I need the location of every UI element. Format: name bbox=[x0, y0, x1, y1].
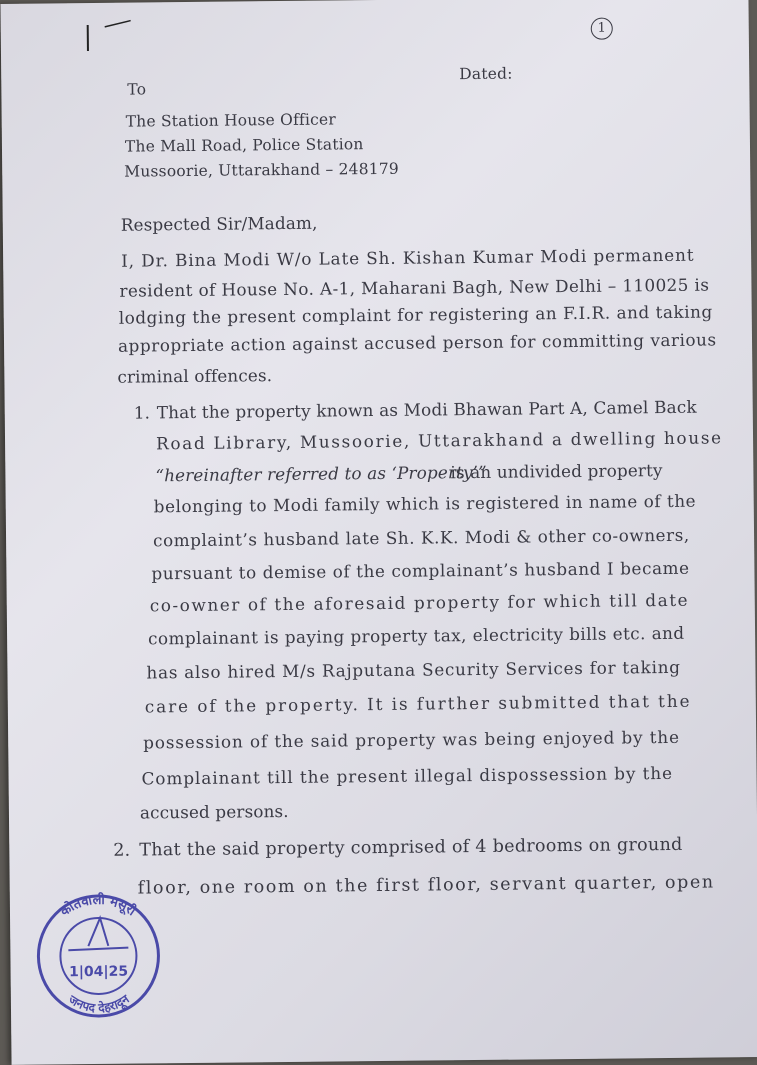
item1-line-3b: is an undivided property bbox=[450, 462, 662, 481]
page-number: 1 bbox=[591, 18, 613, 40]
salutation: Respected Sir/Madam, bbox=[121, 215, 318, 234]
item1-line-4: belonging to Modi family which is registered in name of the bbox=[154, 493, 697, 515]
intro-line-1: I, Dr. Bina Modi W/o Late Sh. Kishan Kumar Modi permanent bbox=[121, 247, 694, 270]
item1-line-9: has also hired M/s Rajputana Security Services for taking bbox=[146, 659, 680, 681]
item1-line-5: complaint’s husband late Sh. K.K. Modi & other co-owners, bbox=[153, 527, 690, 549]
stamp-bottom-text: जनपद देहरादून bbox=[65, 991, 133, 1015]
stamp-date: 1|04|25 bbox=[69, 964, 128, 981]
item2-line-1: That the said property comprised of 4 bedrooms on ground bbox=[139, 837, 682, 860]
to-label: To bbox=[127, 82, 146, 98]
item1-line-11: possession of the said property was being enjoyed by the bbox=[143, 729, 680, 751]
dated-label: Dated: bbox=[459, 67, 513, 83]
item1-line-8: complainant is paying property tax, electricity bills etc. and bbox=[148, 625, 685, 647]
item1-line-2: Road Library, Mussoorie, Uttarakhand a dwelling house bbox=[156, 429, 723, 452]
svg-text:कोतवाली मसूरी bbox=[56, 891, 139, 920]
item2-number: 2. bbox=[113, 843, 130, 861]
address-line-1: The Station House Officer bbox=[126, 112, 336, 130]
address-line-3: Mussoorie, Uttarakhand – 248179 bbox=[124, 162, 399, 180]
item1-line-3a: “hereinafter referred to as ‘Property’” bbox=[155, 464, 487, 484]
item1-line-7: co-owner of the aforesaid property for which till date bbox=[150, 592, 690, 614]
item1-line-6: pursuant to demise of the complainant’s husband I became bbox=[151, 560, 689, 582]
item1-line-1: That the property known as Modi Bhawan Part A, Camel Back bbox=[157, 399, 697, 421]
item2-line-2: floor, one room on the first floor, servant quarter, open bbox=[138, 875, 715, 899]
intro-line-5: criminal offences. bbox=[117, 367, 272, 385]
item1-line-12: Complainant till the present illegal dispossession by the bbox=[142, 765, 674, 787]
item1-line-10: care of the property. It is further submitted that the bbox=[145, 693, 692, 716]
item1-line-13: accused persons. bbox=[140, 803, 289, 821]
police-station-stamp bbox=[28, 887, 169, 1018]
item1-number: 1. bbox=[134, 404, 150, 421]
intro-line-2: resident of House No. A-1, Maharani Bagh, New Delhi – 110025 is bbox=[119, 277, 709, 300]
address-line-2: The Mall Road, Police Station bbox=[125, 137, 364, 155]
stamp-top-text: कोतवाली मसूरी bbox=[56, 891, 139, 920]
pen-mark bbox=[83, 16, 143, 57]
intro-line-3: lodging the present complaint for registering an F.I.R. and taking bbox=[119, 304, 713, 327]
intro-line-4: appropriate action against accused person for committing various bbox=[118, 331, 717, 354]
